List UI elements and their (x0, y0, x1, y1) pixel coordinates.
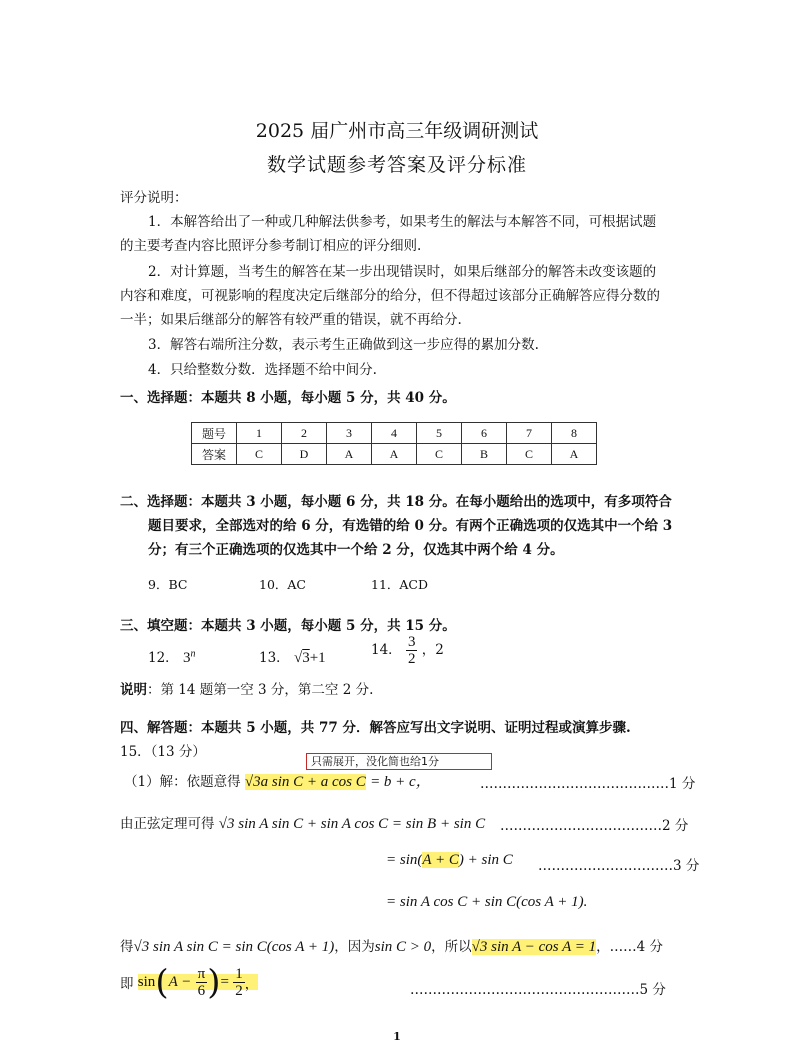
step-5-prefix: 得 (120, 939, 134, 955)
fraction-numerator: 1 (235, 965, 243, 982)
grading-note-1-cont: 的主要考查内容比照评分参考制订相应的评分细则. (120, 238, 422, 254)
step-6-prefix: 即 (120, 976, 134, 992)
grading-note-2-cont-2: 一半；如果后继部分的解答有较严重的错误，就不再给分. (120, 312, 462, 328)
score-label: 5 分 (639, 982, 666, 998)
answer-14-label: 14． (371, 642, 402, 658)
fraction-numerator: 3 (407, 634, 416, 650)
leader-dots: ……………………………… (500, 818, 662, 834)
section-3-note (120, 678, 373, 698)
fraction-denominator: 2 (235, 982, 243, 999)
step-2-equation: √3 sin A sin C + sin A cos C = sin B + sin C (218, 816, 486, 832)
answer-12-exponent: n (190, 648, 196, 660)
left-paren: ( (155, 962, 169, 1002)
section-2-heading: 二、选择题：本题共 3 小题，每小题 6 分，共 18 分。在每小题给出的选项中，有多项符合 (120, 494, 672, 510)
answer-13-label: 13． (259, 650, 290, 666)
step-1-highlighted-expression: √3a sin C + a cos C (244, 774, 366, 790)
step-5-equation: √3 sin A sin C = sin C(cos A + 1) (133, 939, 335, 955)
step-6-highlighted-expression (137, 962, 259, 1002)
section-3-heading: 三、填空题：本题共 3 小题，每小题 5 分，共 15 分。 (120, 618, 456, 634)
answer-13 (259, 646, 326, 667)
step-6-sin: sin (137, 973, 156, 990)
step-6-comma: ， (244, 976, 259, 992)
section-3-note-text: ：第 14 题第一空 3 分，第二空 2 分. (147, 682, 374, 698)
step-3-post: ) + sin C (458, 852, 513, 868)
table-cell-question: 3 (327, 423, 372, 444)
answer-table (191, 422, 597, 465)
table-cell-answer: A (552, 444, 597, 465)
step-6-equals: = (220, 973, 229, 990)
answer-13-rest: +1 (309, 650, 326, 666)
table-cell-answer: A (372, 444, 417, 465)
answer-11: 11．ACD (371, 577, 429, 592)
solution-step-1 (124, 770, 431, 791)
answer-9: 9．BC (148, 577, 188, 592)
solution-step-6 (120, 962, 258, 1002)
section-3-note-label: 说明 (120, 682, 147, 698)
step-4-equation: = sin A cos C + sin C(cos A + 1). (386, 894, 588, 910)
solution-step-5 (120, 935, 663, 956)
document-title: 2025 届广州市高三年级调研测试 (255, 120, 539, 142)
grading-note-2: 2．对计算题，当考生的解答在某一步出现错误时，如果后继部分的解答未改变该题的 (148, 264, 657, 280)
question-15-label: 15．（13 分） (120, 744, 206, 760)
leader-dots: …… (609, 939, 637, 955)
pi-over-six-fraction (196, 966, 208, 999)
step-1-score (480, 772, 695, 792)
section-1-heading: 一、选择题：本题共 8 小题，每小题 5 分，共 40 分。 (120, 390, 456, 406)
score-label: 1 分 (669, 776, 696, 792)
solution-step-3 (386, 852, 513, 869)
table-cell-answer: D (282, 444, 327, 465)
table-cell-question: 6 (462, 423, 507, 444)
section-2-heading-cont-2: 分；有三个正确选项的仅选其中一个给 2 分，仅选其中两个给 4 分。 (148, 542, 564, 558)
table-cell-answer: C (507, 444, 552, 465)
solution-step-4 (386, 894, 587, 911)
solution-step-2 (120, 812, 485, 833)
step-6-inner: A − (168, 973, 192, 990)
step-1-prefix: （1）解：依题意得 (124, 774, 241, 790)
answer-14 (371, 634, 444, 667)
table-row-questions (192, 423, 597, 444)
handwritten-annotation-box: 只需展开，没化简也给1分 (306, 753, 492, 770)
grading-note-4: 4．只给整数分数．选择题不给中间分. (148, 362, 377, 378)
step-3-highlighted: A + C (422, 852, 459, 868)
document-subtitle: 数学试题参考答案及评分标准 (266, 154, 527, 176)
right-paren: ) (207, 962, 221, 1002)
grading-note-2-cont-1: 内容和难度，可视影响的程度决定后继部分的给分，但不得超过该部分正确解答应得分数的 (120, 288, 660, 304)
table-row-answers (192, 444, 597, 465)
table-cell-question: 1 (237, 423, 282, 444)
step-5-highlighted-result: √3 sin A − cos A = 1 (471, 939, 597, 955)
table-cell-question: 7 (507, 423, 552, 444)
one-half-fraction (233, 966, 245, 999)
table-cell-answer: B (462, 444, 507, 465)
table-cell-question: 4 (372, 423, 417, 444)
table-cell-answer: A (327, 444, 372, 465)
step-3-pre: = sin( (386, 852, 423, 868)
table-cell-answer: C (237, 444, 282, 465)
step-1-equation-rest: = b + c， (370, 774, 431, 790)
step-5-condition: sin C > 0 (374, 939, 432, 955)
grading-note-1: 1．本解答给出了一种或几种解法供参考，如果考生的解法与本解答不同，可根据试题 (148, 214, 657, 230)
answer-10: 10．AC (259, 577, 306, 592)
step-5-score: 4 分 (636, 939, 663, 955)
section-2-heading-cont-1: 题目要求，全部选对的给 6 分，有选错的给 0 分。有两个正确选项的仅选其中一个给 3 (148, 518, 673, 534)
grading-note-3: 3．解答右端所注分数，表示考生正确做到这一步应得的累加分数. (148, 337, 539, 353)
answer-14-fraction (406, 634, 418, 667)
step-3-score (538, 854, 699, 874)
step-2-score (500, 814, 688, 834)
fraction-denominator: 6 (197, 982, 206, 999)
fraction-numerator: π (197, 965, 206, 982)
section-4-heading: 四、解答题：本题共 5 小题，共 77 分．解答应写出文字说明、证明过程或演算步骤. (120, 720, 631, 736)
answer-12-base: 3 (182, 650, 191, 666)
table-cell-question: 8 (552, 423, 597, 444)
score-label: 3 分 (673, 858, 700, 874)
step-2-prefix: 由正弦定理可得 (120, 816, 215, 832)
answer-12-label: 12． (148, 650, 179, 666)
page-number: 1 (393, 1030, 401, 1043)
grading-notes-heading: 评分说明： (120, 190, 188, 206)
table-cell-question: 5 (417, 423, 462, 444)
table-cell-answer: C (417, 444, 462, 465)
leader-dots: …………………………………… (480, 776, 669, 792)
score-label: 2 分 (662, 818, 689, 834)
step-5-connector-2: ，所以 (431, 939, 472, 955)
answer-14-rest: ，2 (421, 642, 444, 658)
table-header-answer: 答案 (192, 444, 237, 465)
answer-12 (148, 646, 195, 667)
step-5-connector: ，因为 (334, 939, 375, 955)
fraction-denominator: 2 (407, 651, 416, 667)
answer-13-radicand: 3 (302, 650, 310, 666)
leader-dots: …………………………………………… (410, 982, 640, 998)
step-6-score (410, 978, 666, 998)
table-header-question: 题号 (192, 423, 237, 444)
leader-dots: ………………………… (538, 858, 673, 874)
step-5-rest: ， (596, 939, 610, 955)
answer-13-value: √3+1 (293, 650, 326, 666)
table-cell-question: 2 (282, 423, 327, 444)
